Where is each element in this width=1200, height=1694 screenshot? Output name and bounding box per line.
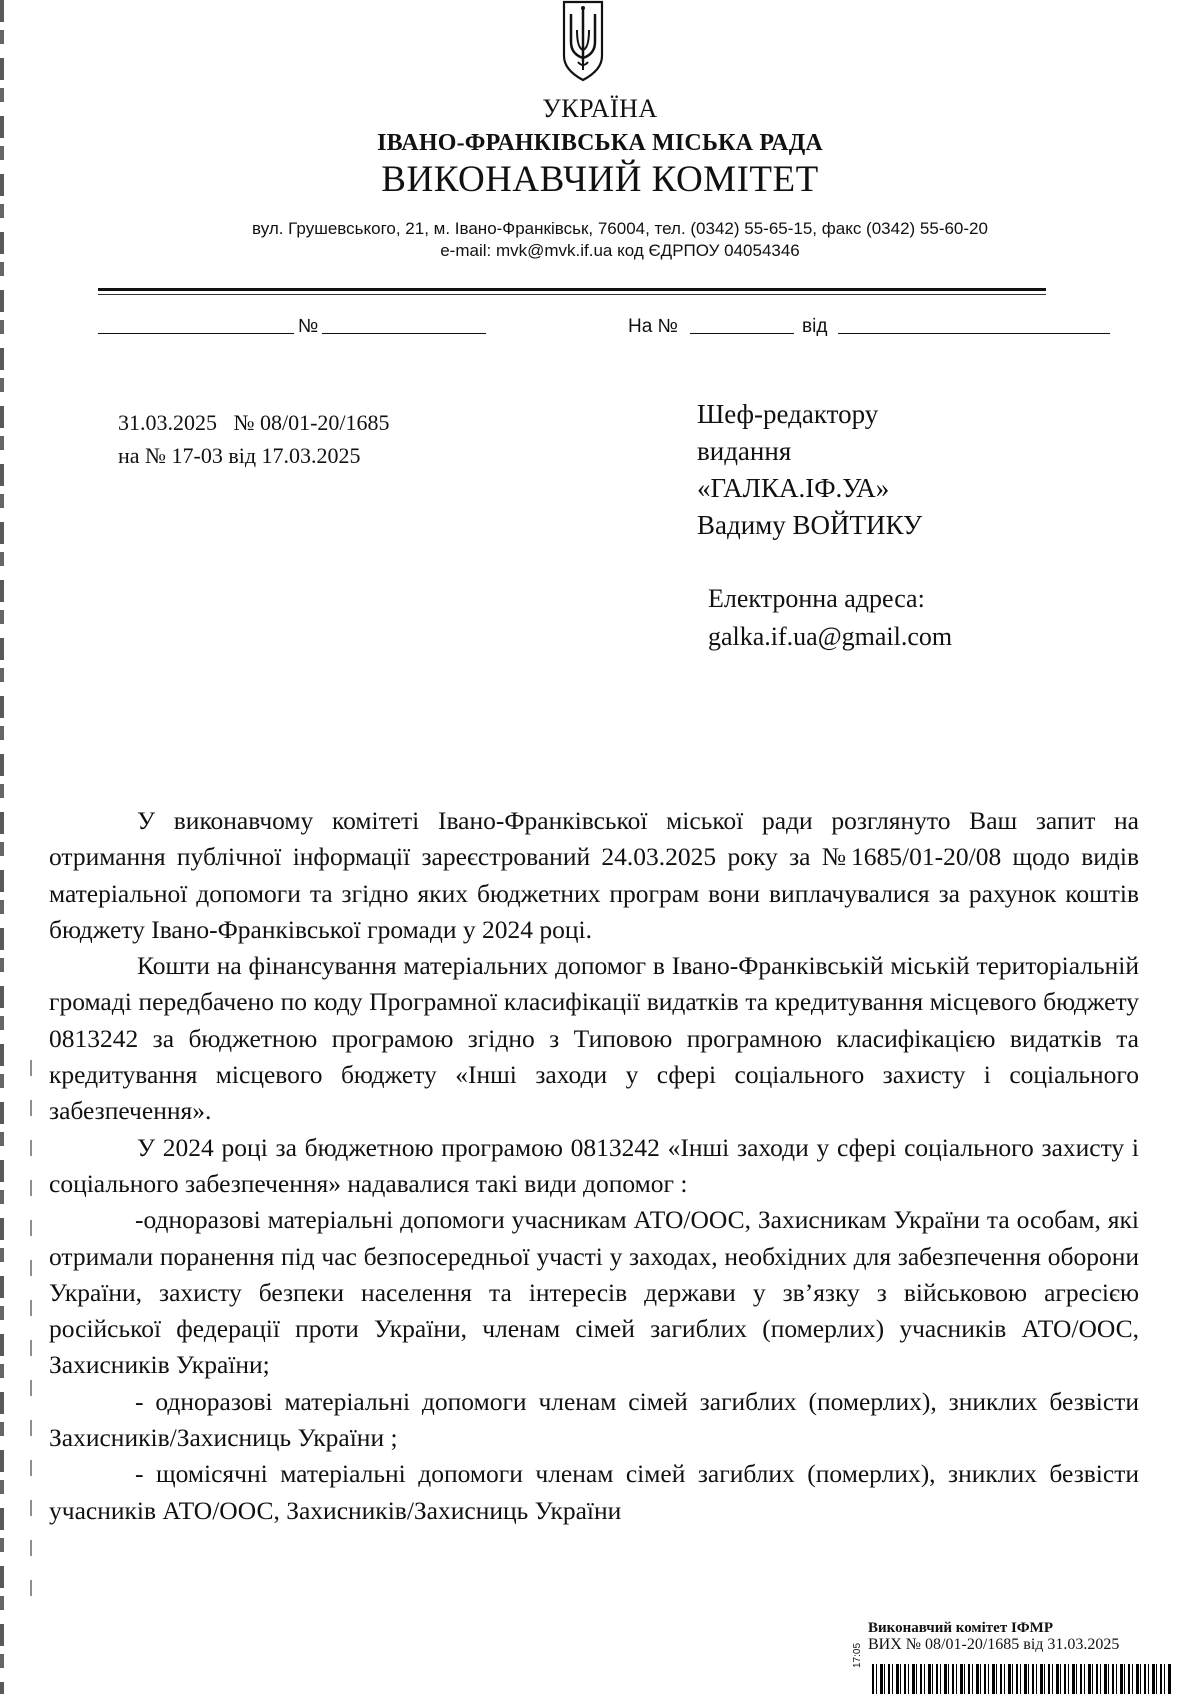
outgoing-number: № 08/01-20/1685 <box>233 410 390 435</box>
body-paragraph: У виконавчому комітеті Івано-Франківської міської ради розглянуто Ваш запит на отримання публічної інформації зареєстрований 24.03.2025 року за №1685/01-20/08 щодо видів матеріальної допомоги та згідно яких бюджетних програм вони виплачувалися за рахунок коштів бюджету Івано-Франківської громади у 2024 році. <box>49 806 1139 944</box>
addressee-block <box>697 396 922 544</box>
letterhead-divider-thick <box>98 288 1046 291</box>
letterhead-council: ІВАНО-ФРАНКІВСЬКА МІСЬКА РАДА <box>377 130 823 156</box>
addressee-line: Вадиму ВОЙТИКУ <box>697 510 923 540</box>
registration-stamp <box>868 1620 1188 1654</box>
letterhead-contacts: e-mail: mvk@mvk.if.ua код ЄДРПОУ 04054346 <box>440 241 800 260</box>
letterhead-divider-thin <box>98 294 1046 295</box>
barcode-icon <box>872 1664 1172 1694</box>
email-address[interactable]: galka.if.ua@gmail.com <box>708 622 953 651</box>
reply-to-blank-line <box>690 332 794 334</box>
letter-body <box>49 803 1139 1529</box>
letterhead-address: вул. Грушевського, 21, м. Івано-Франківськ, 76004, тел. (0342) 55-65-15, факс (0342) 55-60-20 <box>252 219 988 238</box>
from-label: від <box>802 316 828 337</box>
stamp-number: ВИХ № 08/01-20/1685 від 31.03.2025 <box>868 1636 1120 1653</box>
letterhead-country: УКРАЇНА <box>542 94 658 123</box>
coat-of-arms-icon <box>561 0 605 82</box>
scan-margin-artifact <box>30 1060 32 1600</box>
reply-reference: на № 17-03 від 17.03.2025 <box>118 443 361 468</box>
assistance-item: -одноразові матеріальні допомоги учасникам АТО/ООС, Захисникам України та особам, які отримали поранення під час безпосередньої участі у заходах, необхідних для забезпечення оборони України, захисту безпеки населення та інтересів держави у зв’язку з військовою агресією російської федерації проти України, членам сімей загиблих (померлих) учасників АТО/ООС, Захисників України; <box>49 1205 1139 1380</box>
addressee-email-block <box>708 580 952 656</box>
date-blank-line <box>98 332 294 334</box>
assistance-item: - щомісячні матеріальні допомоги членам сімей загиблих (померлих), зниклих безвісти учасників АТО/ООС, Захисників/Захисниць України <box>49 1459 1139 1525</box>
stamp-time: 17:05 <box>852 1642 863 1668</box>
outgoing-date: 31.03.2025 <box>118 410 217 435</box>
outgoing-reference <box>118 410 390 436</box>
body-paragraph: Кошти на фінансування матеріальних допомог в Івано-Франківській міській територіальній громаді передбачено по коду Програмної класифікації видатків та кредитування місцевого бюджету 0813242 за бюджетною програмою згідно з Типовою програмною класифікацією видатків та кредитування місцевого бюджету «Інші заходи у сфері соціального захисту і соціального забезпечення». <box>49 951 1139 1126</box>
stamp-title: Виконавчий комітет ІФМР <box>868 1620 1053 1636</box>
addressee-line: Шеф-редактору <box>697 399 879 429</box>
number-label: № <box>298 316 319 337</box>
from-blank-line <box>838 332 1110 334</box>
body-paragraph: У 2024 році за бюджетною програмою 0813242 «Інші заходи у сфері соціального захисту і соціального забезпечення» надавалися такі види допомог : <box>49 1132 1139 1198</box>
assistance-item: - одноразові матеріальні допомоги членам сімей загиблих (померлих), зниклих безвісти Захисників/Захисниць України ; <box>49 1386 1139 1453</box>
email-label: Електронна адреса: <box>708 584 925 613</box>
number-blank-line <box>322 332 486 334</box>
reply-to-label: На № <box>628 316 678 337</box>
addressee-line: видання <box>697 436 792 466</box>
letterhead-committee: ВИКОНАВЧИЙ КОМІТЕТ <box>381 159 819 200</box>
addressee-line: «ГАЛКА.ІФ.УА» <box>697 473 890 503</box>
